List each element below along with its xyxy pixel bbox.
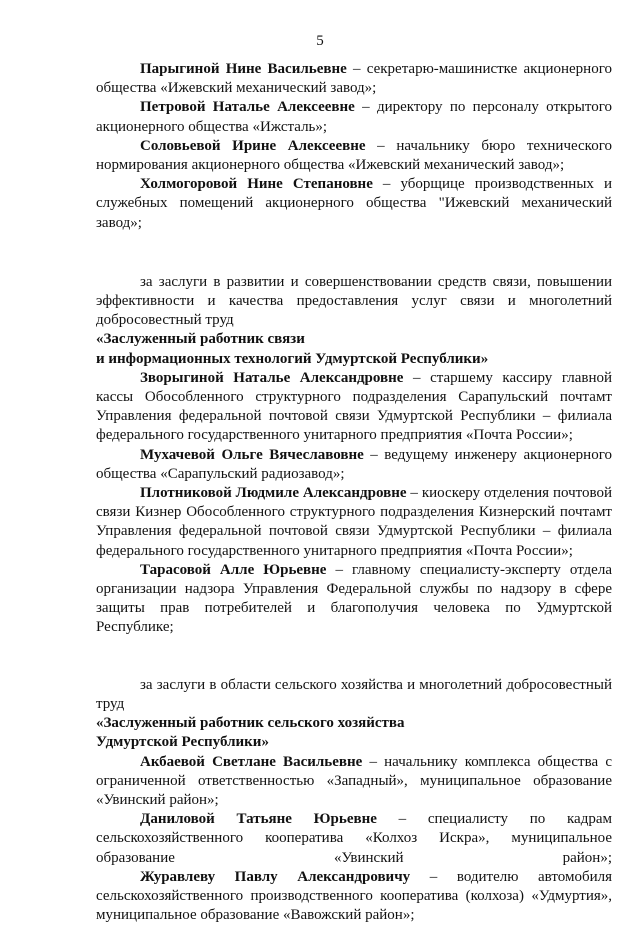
recipient-name: Даниловой Татьяне Юрьевне xyxy=(140,811,377,828)
award-basis-text: за заслуги в развитии и совершенствовании средств связи, повышении эффективности и качества предоставления услуг связи и многолетний добросовестный труд xyxy=(96,273,612,329)
recipient-name: Акбаевой Светлане Васильевне xyxy=(140,753,363,770)
award-entry xyxy=(96,175,612,233)
award-basis-text: за заслуги в области сельского хозяйства и многолетний добросовестный труд xyxy=(96,676,612,712)
recipient-position: – секретарю-машинистке акционерного общества «Ижевский механический завод»; xyxy=(96,61,612,97)
recipient-position: – водителю автомобиля сельскохозяйственного производственного кооператива (колхоза) «Удмуртия», муниципальное образование «Вавожский район»; xyxy=(96,868,613,924)
recipient-name: Парыгиной Нине Васильевне xyxy=(140,61,347,77)
recipient-position: – главному специалисту-эксперту отдела организации надзора Управления Федеральной службы по надзору в сфере защиты прав потребителей и благополучия человека по Удмуртской Республике; xyxy=(96,561,612,636)
recipient-name: Журавлеву Павлу Александровичу xyxy=(140,868,411,885)
page-number: 5 xyxy=(316,33,324,49)
recipient-position: – старшему кассиру главной кассы Обособленного структурного подразделения Сарапульский почтамт Управления федеральной почтовой связи Удмуртской Республики – филиала федерального государственного унитарного предприятия «Почта России»; xyxy=(96,369,612,444)
recipient-position: – киоскеру отделения почтовой связи Кизнер Обособленного структурного подразделения Кизнерский почтамт Управления федеральной почтовой связи Удмуртской Республики – филиала федерального государственного унитарного предприятия «Почта России»; xyxy=(96,485,612,559)
recipient-position: – специалисту по кадрам сельскохозяйственного кооператива «Колхоз Искра», муниципальное образование «Увинский район»; xyxy=(96,811,612,866)
document-body xyxy=(96,60,612,925)
recipient-position: – ведущему инженеру акционерного общества «Сарапульский радиозавод»; xyxy=(96,446,612,482)
recipient-name: Тарасовой Алле Юрьевне xyxy=(140,561,327,578)
recipient-name: Плотниковой Людмиле Александровне xyxy=(140,485,407,502)
recipient-position: – директору по персоналу открытого акционерного общества «Ижсталь»; xyxy=(96,99,612,135)
recipient-position: – начальнику комплекса общества с ограниченной ответственностью «Западный», муниципальное образование «Увинский район»; xyxy=(96,753,612,808)
award-entry xyxy=(96,484,612,561)
award-entry xyxy=(96,137,612,175)
recipient-name: Мухачевой Ольге Вячеславовне xyxy=(140,446,364,463)
recipient-name: Соловьевой Ирине Алексеевне xyxy=(140,137,366,154)
recipient-position: – уборщице производственных и служебных помещений акционерного общества "Ижевский механический завод»; xyxy=(96,176,612,231)
award-entry xyxy=(96,98,612,136)
award-entry xyxy=(96,60,612,98)
award-entry xyxy=(96,369,612,446)
award-entry xyxy=(96,561,612,638)
award-title-line: и информационных технологий Удмуртской Республики» xyxy=(96,350,489,367)
award-entry xyxy=(96,868,612,925)
award-entry xyxy=(96,810,612,868)
award-entry xyxy=(96,753,612,811)
award-title-line: «Заслуженный работник сельского хозяйства xyxy=(96,715,405,732)
recipient-name: Петровой Наталье Алексеевне xyxy=(140,99,355,116)
award-title-line: Удмуртской Республики» xyxy=(96,734,269,751)
award-entry xyxy=(96,446,612,484)
recipient-position: – начальнику бюро технического нормирования акционерного общества «Ижевский механический завод»; xyxy=(96,137,612,174)
recipient-name: Зворыгиной Наталье Александровне xyxy=(140,369,404,386)
recipient-name: Холмогоровой Нине Степановне xyxy=(140,176,373,193)
award-title-line: «Заслуженный работник связи xyxy=(96,331,305,348)
